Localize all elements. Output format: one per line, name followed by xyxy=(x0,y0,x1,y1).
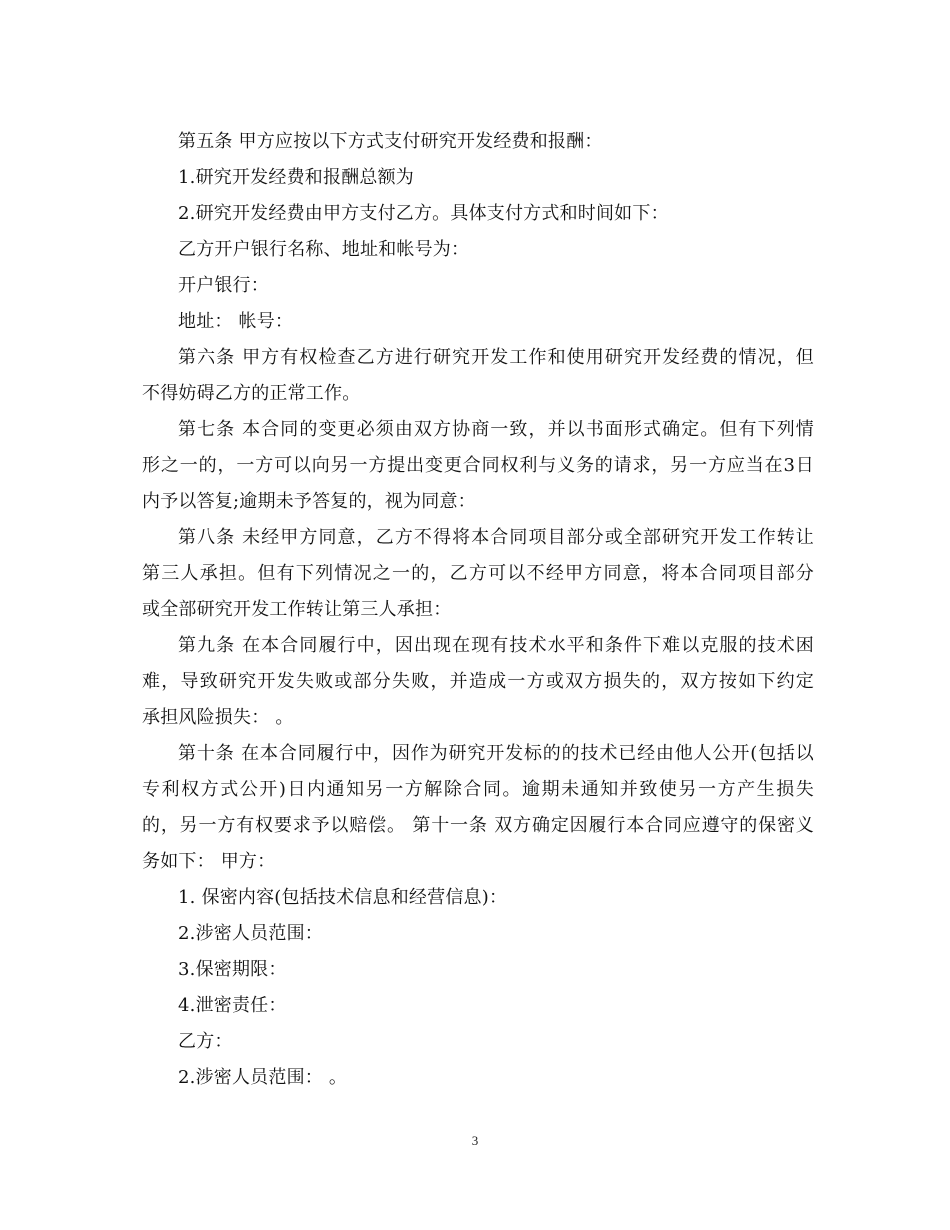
text-line: 的，另一方有权要求予以赔偿。 第十一条 双方确定因履行本合同应遵守的保密义 xyxy=(142,815,814,836)
text-line: 第三人承担。但有下列情况之一的，乙方可以不经甲方同意，将本合同项目部分 xyxy=(142,563,814,584)
text-line: 乙方： xyxy=(178,1031,233,1052)
text-line: 4.泄密责任： xyxy=(178,995,287,1016)
text-line: 2.研究开发经费由甲方支付乙方。具体支付方式和时间如下： xyxy=(178,203,669,224)
text-line: 2.涉密人员范围： 。 xyxy=(178,1067,348,1088)
text-line: 内予以答复;逾期未予答复的，视为同意： xyxy=(142,491,476,512)
text-line: 第八条 未经甲方同意，乙方不得将本合同项目部分或全部研究开发工作转让 xyxy=(178,527,814,548)
text-line: 2.涉密人员范围： xyxy=(178,923,323,944)
text-line: 专利权方式公开)日内通知另一方解除合同。逾期未通知并致使另一方产生损失 xyxy=(142,779,814,800)
text-line: 第十条 在本合同履行中，因作为研究开发标的的技术已经由他人公开(包括以 xyxy=(178,743,814,764)
text-line: 难，导致研究开发失败或部分失败，并造成一方或双方损失的，双方按如下约定 xyxy=(142,671,814,692)
text-line: 地址： 帐号： xyxy=(178,311,294,332)
page-number: 3 xyxy=(471,1133,479,1148)
document-body xyxy=(142,124,814,1096)
text-line: 1. 保密内容(包括技术信息和经营信息)： xyxy=(178,887,508,908)
text-line: 第五条 甲方应按以下方式支付研究开发经费和报酬： xyxy=(178,131,603,152)
text-line: 务如下： 甲方： xyxy=(142,851,276,872)
text-line: 第九条 在本合同履行中，因出现在现有技术水平和条件下难以克服的技术困 xyxy=(178,635,814,656)
text-line: 第六条 甲方有权检查乙方进行研究开发工作和使用研究开发经费的情况，但 xyxy=(178,347,814,368)
text-line: 1.研究开发经费和报酬总额为 xyxy=(178,167,414,188)
text-line: 开户银行： xyxy=(178,275,269,296)
text-line: 或全部研究开发工作转让第三人承担： xyxy=(142,599,452,620)
text-line: 3.保密期限： xyxy=(178,959,287,980)
text-line: 不得妨碍乙方的正常工作。 xyxy=(142,383,361,404)
text-line: 承担风险损失： 。 xyxy=(142,707,294,728)
text-line: 乙方开户银行名称、地址和帐号为： xyxy=(178,239,470,260)
text-line: 形之一的，一方可以向另一方提出变更合同权利与义务的请求，另一方应当在3日 xyxy=(142,455,814,476)
text-line: 第七条 本合同的变更必须由双方协商一致，并以书面形式确定。但有下列情 xyxy=(178,419,814,440)
